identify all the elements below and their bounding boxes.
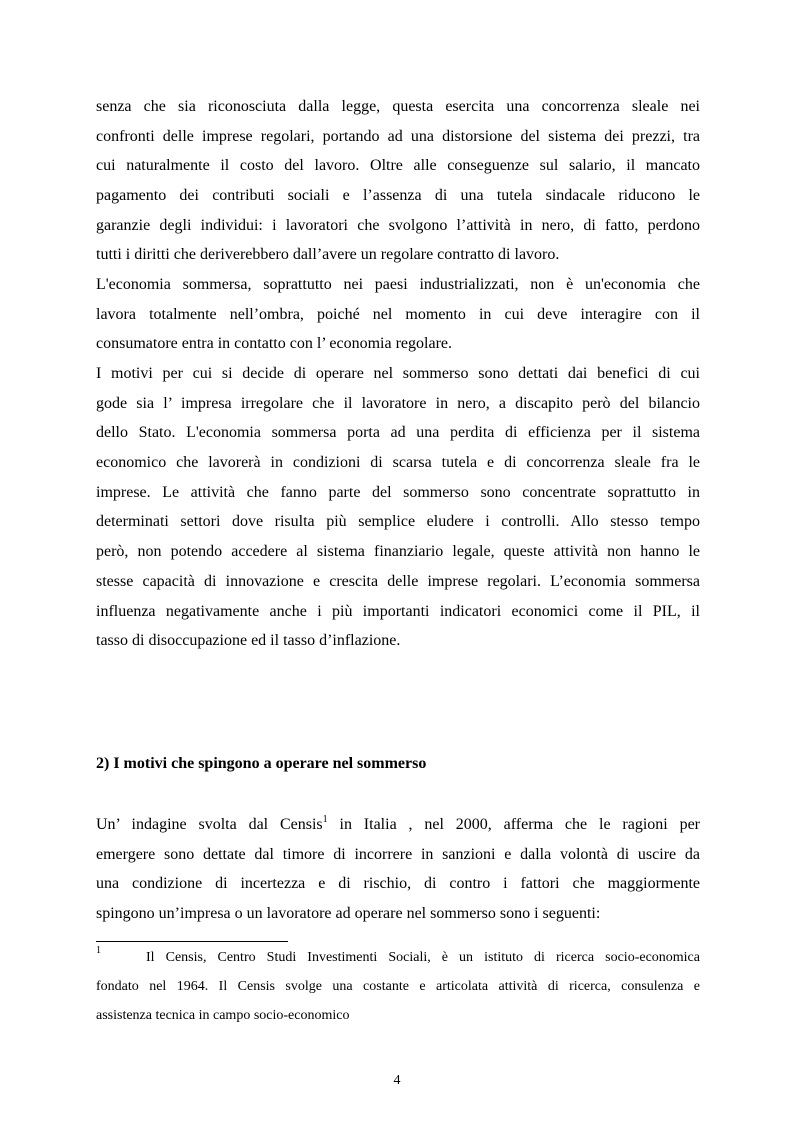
text-line: determinati settori dove risulta più semplice eludere i controlli. Allo stesso tempo <box>96 513 700 531</box>
footnote-marker: 1 <box>96 945 101 956</box>
text-line: imprese. Le attività che fanno parte del sommerso sono concentrate soprattutto in <box>96 483 700 501</box>
text-line: emergere sono dettate dal timore di incorrere in sanzioni e dalla volontà di uscire da <box>96 845 700 863</box>
paragraph-3 <box>96 359 700 656</box>
text-line: tutti i diritti che deriverebbero dall’avere un regolare contratto di lavoro. <box>96 246 560 264</box>
text-line: confronti delle imprese regolari, portando ad una distorsione del sistema dei prezzi, tra <box>96 127 700 145</box>
paragraph-1 <box>96 92 700 270</box>
text-line: L'economia sommersa, soprattutto nei paesi industrializzati, non è un'economia che <box>96 276 700 293</box>
text-line: economico che lavorerà in condizioni di scarsa tutela e di concorrenza sleale fra le <box>96 454 700 472</box>
text-line: però, non potendo accedere al sistema finanziario legale, queste attività non hanno le <box>96 543 700 561</box>
footnote-line <box>96 943 700 972</box>
text-line: cui naturalmente il costo del lavoro. Oltre alle conseguenze sul salario, il mancato <box>96 157 700 175</box>
footnote-divider <box>96 941 288 942</box>
footnote-text: Il Censis, Centro Studi Investimenti Sociali, è un istituto di ricerca socio-economica <box>146 950 700 965</box>
text-line: lavora totalmente nell’ombra, poiché nel momento in cui deve interagire con il <box>96 305 700 323</box>
text-line: spingono un’impresa o un lavoratore ad operare nel sommerso sono i seguenti: <box>96 905 601 923</box>
text-line: I motivi per cui si decide di operare nel sommerso sono dettati dai benefici di cui <box>96 365 700 382</box>
text-line <box>96 810 700 840</box>
footnote <box>96 943 700 1030</box>
text-line: dello Stato. L'economia sommersa porta ad una perdita di efficienza per il sistema <box>96 424 700 442</box>
text-line: senza che sia riconosciuta dalla legge, questa esercita una concorrenza sleale nei <box>96 98 700 115</box>
text-line: tasso di disoccupazione ed il tasso d’inflazione. <box>96 632 401 650</box>
footnote-line: fondato nel 1964. Il Censis svolge una costante e articolata attività di ricerca, consulenza e <box>96 979 700 994</box>
text-line: pagamento dei contributi sociali e l’assenza di una tutela sindacale riducono le <box>96 187 700 205</box>
text-line: gode sia l’ impresa irregolare che il lavoratore in nero, a discapito però del bilancio <box>96 394 700 412</box>
footnote-reference[interactable]: 1 <box>322 814 328 825</box>
text-line: consumatore entra in contatto con l’ economia regolare. <box>96 335 452 353</box>
text-line: una condizione di incertezza e di rischio, di contro i fattori che maggiormente <box>96 875 700 893</box>
text-segment: in Italia , nel 2000, afferma che le ragioni per <box>327 816 700 833</box>
paragraph-2 <box>96 270 700 359</box>
section-heading: 2) I motivi che spingono a operare nel sommerso <box>96 755 427 772</box>
text-line: influenza negativamente anche i più importanti indicatori economici come il PIL, il <box>96 602 700 620</box>
text-line: stesse capacità di innovazione e crescita delle imprese regolari. L’economia sommersa <box>96 572 700 590</box>
paragraph-4 <box>96 810 700 929</box>
text-segment: Un’ indagine svolta dal Censis <box>96 816 323 833</box>
page-number: 4 <box>393 1073 401 1088</box>
text-line: garanzie degli individui: i lavoratori che svolgono l’attività in nero, di fatto, perdono <box>96 216 700 234</box>
footnote-line: assistenza tecnica in campo socio-economico <box>96 1008 350 1023</box>
